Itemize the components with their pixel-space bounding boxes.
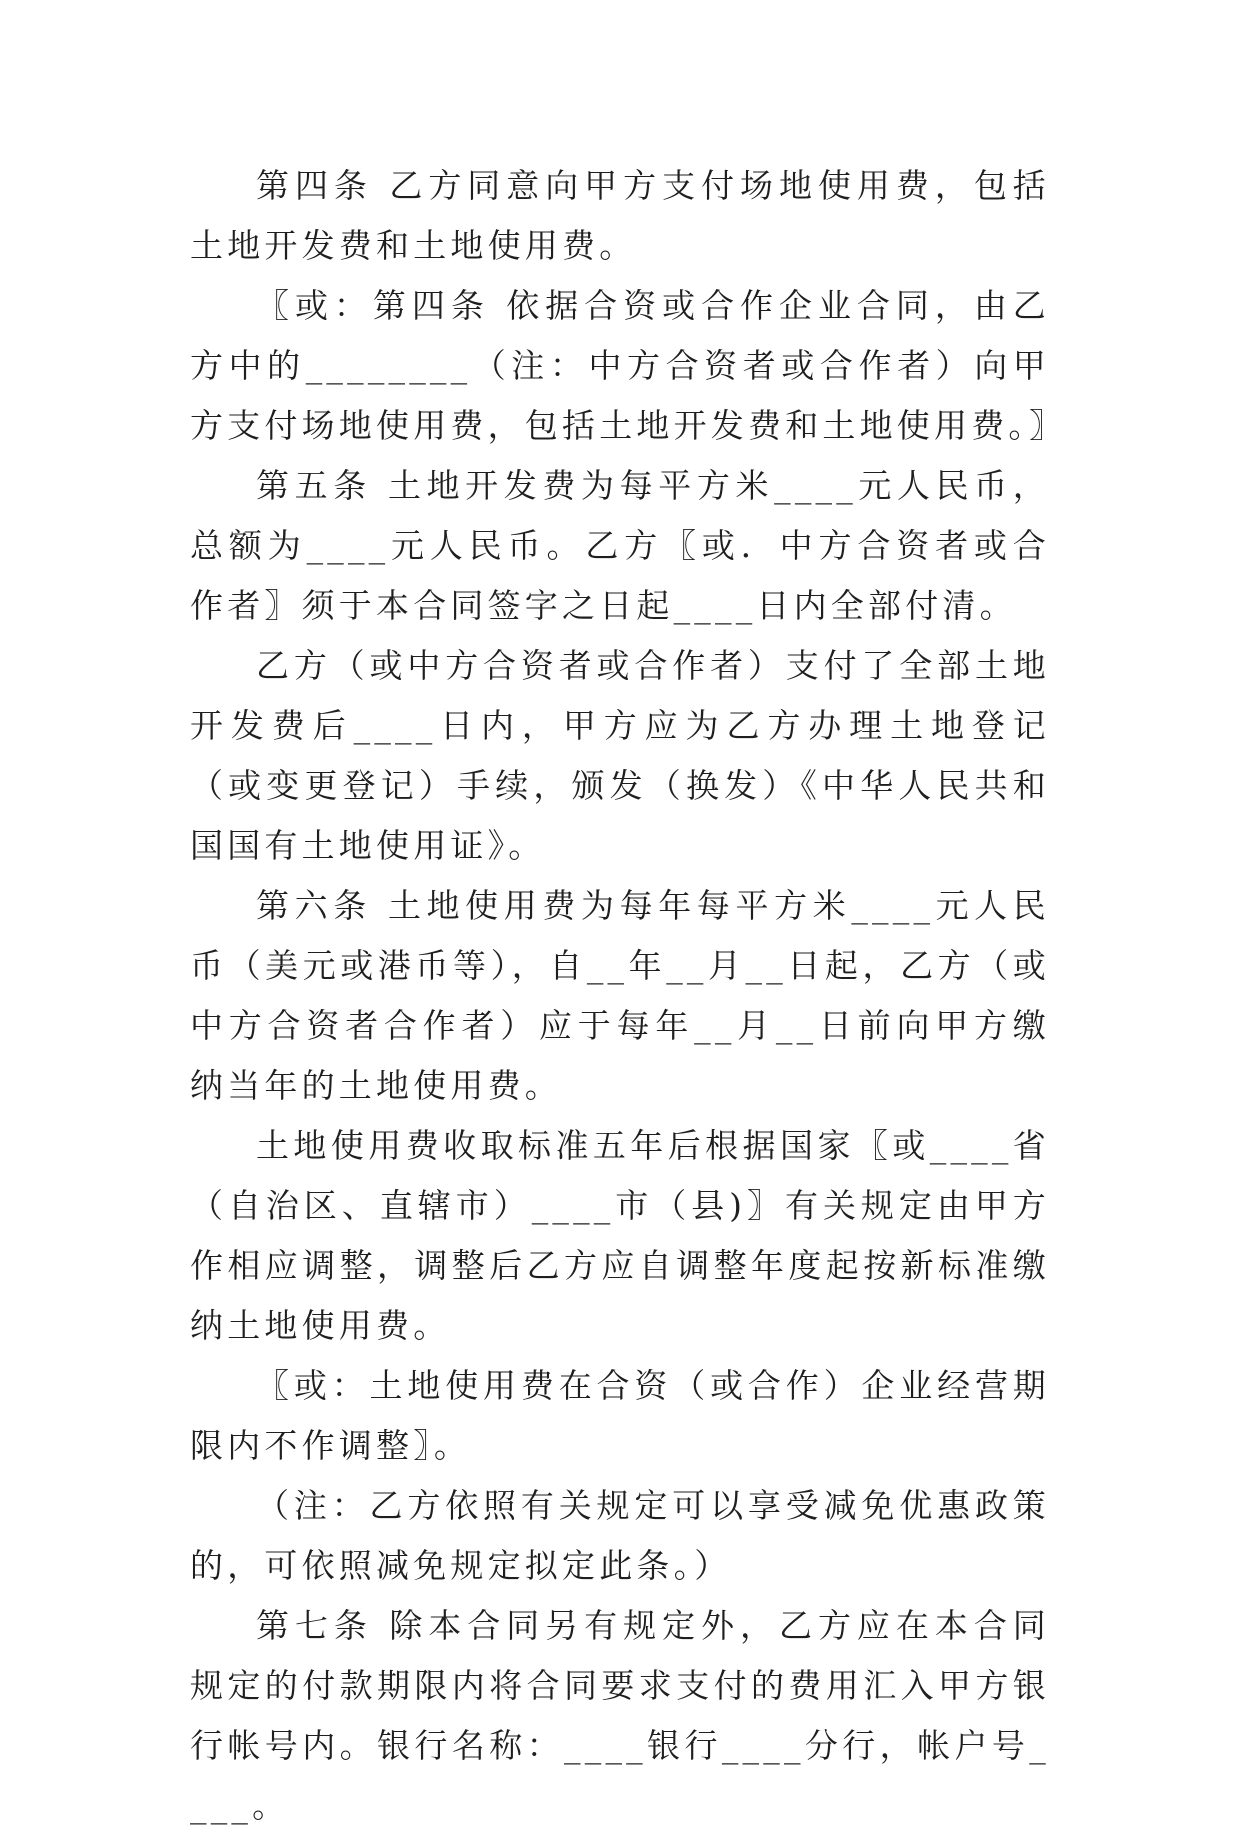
paragraph-land-certificate: 乙方（或中方合资者或合作者）支付了全部土地开发费后____日内，甲方应为乙方办理土地登记（或变更登记）手续，颁发（换发）《中华人民共和国国有土地使用证》。 bbox=[190, 646, 1050, 865]
paragraph-fee-adjustment: 土地使用费收取标准五年后根据国家〖或____省（自治区、直辖市）____市（县)〗有关规定由甲方作相应调整，调整后乙方应自调整年度起按新标准缴纳土地使用费。 bbox=[190, 1126, 1050, 1345]
paragraph-article-6: 第六条 土地使用费为每年每平方米____元人民币（美元或港币等），自__年__月__日起，乙方（或中方合资者合作者）应于每年__月__日前向甲方缴纳当年的土地使用费。 bbox=[190, 886, 1050, 1105]
document-body bbox=[190, 156, 1067, 1836]
paragraph-no-adjustment-alternative: 〖或：土地使用费在合资（或合作）企业经营期限内不作调整〗。 bbox=[190, 1366, 1050, 1465]
paragraph-article-5: 第五条 土地开发费为每平方米____元人民币，总额为____元人民币。乙方〖或．中方合资者或合作者〗须于本合同签字之日起____日内全部付清。 bbox=[190, 466, 1050, 625]
paragraph-note: （注：乙方依照有关规定可以享受减免优惠政策的，可依照减免规定拟定此条。） bbox=[190, 1486, 1050, 1585]
paragraph-article-7: 第七条 除本合同另有规定外，乙方应在本合同规定的付款期限内将合同要求支付的费用汇入甲方银行帐号内。银行名称：____银行____分行，帐户号____。 bbox=[190, 1606, 1050, 1825]
paragraph-article-4: 第四条 乙方同意向甲方支付场地使用费，包括土地开发费和土地使用费。 bbox=[190, 166, 1050, 265]
paragraph-article-4-alternative: 〖或：第四条 依据合资或合作企业合同，由乙方中的________（注：中方合资者或合作者）向甲方支付场地使用费，包括土地开发费和土地使用费。〗 bbox=[190, 286, 1067, 445]
